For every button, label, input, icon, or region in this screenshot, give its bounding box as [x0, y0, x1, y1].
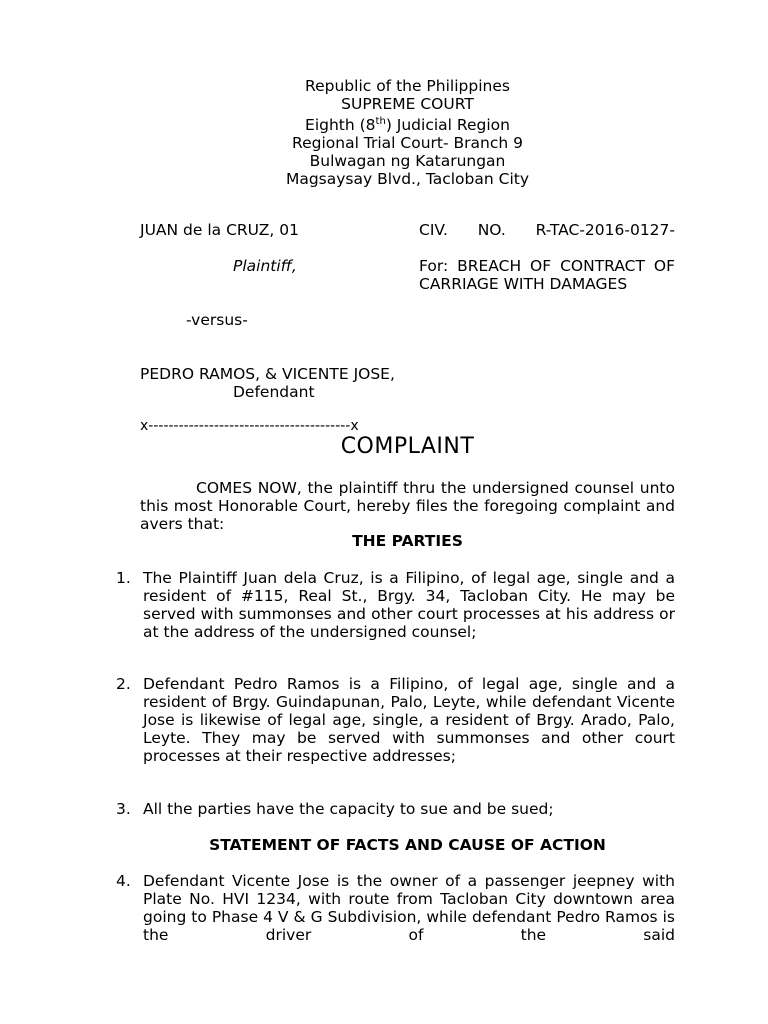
item-number: 2. [116, 675, 131, 693]
item-text: All the parties have the capacity to sue and be sued; [143, 800, 554, 818]
plaintiff-name: JUAN de la CRUZ, 01 [140, 221, 299, 239]
header-hall: Bulwagan ng Katarungan [309, 152, 506, 171]
defendant-names: PEDRO RAMOS, & VICENTE JOSE, [140, 365, 395, 383]
list-item [116, 675, 675, 765]
item-number: 4. [116, 872, 131, 890]
plaintiff-role: Plaintiff, [233, 257, 297, 275]
item-text: The Plaintiff Juan dela Cruz, is a Filipino, of legal age, single and a resident of #115, Real St., Brgy. 34, Tacloban City. He may be served with summonses and other court processes at his address or at the address of the undersigned counsel; [143, 569, 675, 641]
item-text: Defendant Vicente Jose is the owner of a passenger jeepney with Plate No. HVI 1234, with route from Tacloban City downtown area going to Phase 4 V & G Subdivision, while defendant Pedro Ramos is the driver of the said [143, 872, 675, 944]
intro-paragraph: COMES NOW, the plaintiff thru the undersigned counsel unto this most Honorable Court, hereby files the foregoing complaint and avers that: [140, 479, 675, 533]
defendants-block [140, 365, 395, 401]
case-nature: For: BREACH OF CONTRACT OF CARRIAGE WITH DAMAGES [419, 257, 675, 293]
item-number: 3. [116, 800, 131, 818]
section-heading-facts: STATEMENT OF FACTS AND CAUSE OF ACTION [209, 836, 606, 854]
section-heading-parties: THE PARTIES [352, 532, 463, 550]
caption-separator: x----------------------------------------x [140, 418, 359, 434]
list-item [116, 800, 675, 818]
item-number: 1. [116, 569, 131, 587]
header-branch: Regional Trial Court- Branch 9 [292, 134, 523, 153]
item-text: Defendant Pedro Ramos is a Filipino, of legal age, single and a resident of Brgy. Guindapunan, Palo, Leyte, while defendant Vicente Jose is likewise of legal age, single, a resident of Brgy. Arado, Palo, Leyte. They may be served with summonses and other court processes at their respective addresses; [143, 675, 675, 765]
header-address: Magsaysay Blvd., Tacloban City [285, 170, 530, 189]
court-header [140, 77, 675, 188]
list-item [116, 569, 675, 641]
list-item [116, 872, 675, 944]
defendant-role: Defendant [233, 383, 315, 401]
versus-label: -versus- [186, 311, 248, 329]
case-info [419, 221, 675, 293]
document-title: COMPLAINT [340, 434, 475, 459]
header-supreme-court: SUPREME COURT [341, 95, 474, 113]
header-region: Eighth (8th) Judicial Region [305, 116, 510, 135]
case-number: CIV. NO. R-TAC-2016-0127- [419, 221, 675, 239]
header-republic: Republic of the Philippines [305, 77, 510, 95]
